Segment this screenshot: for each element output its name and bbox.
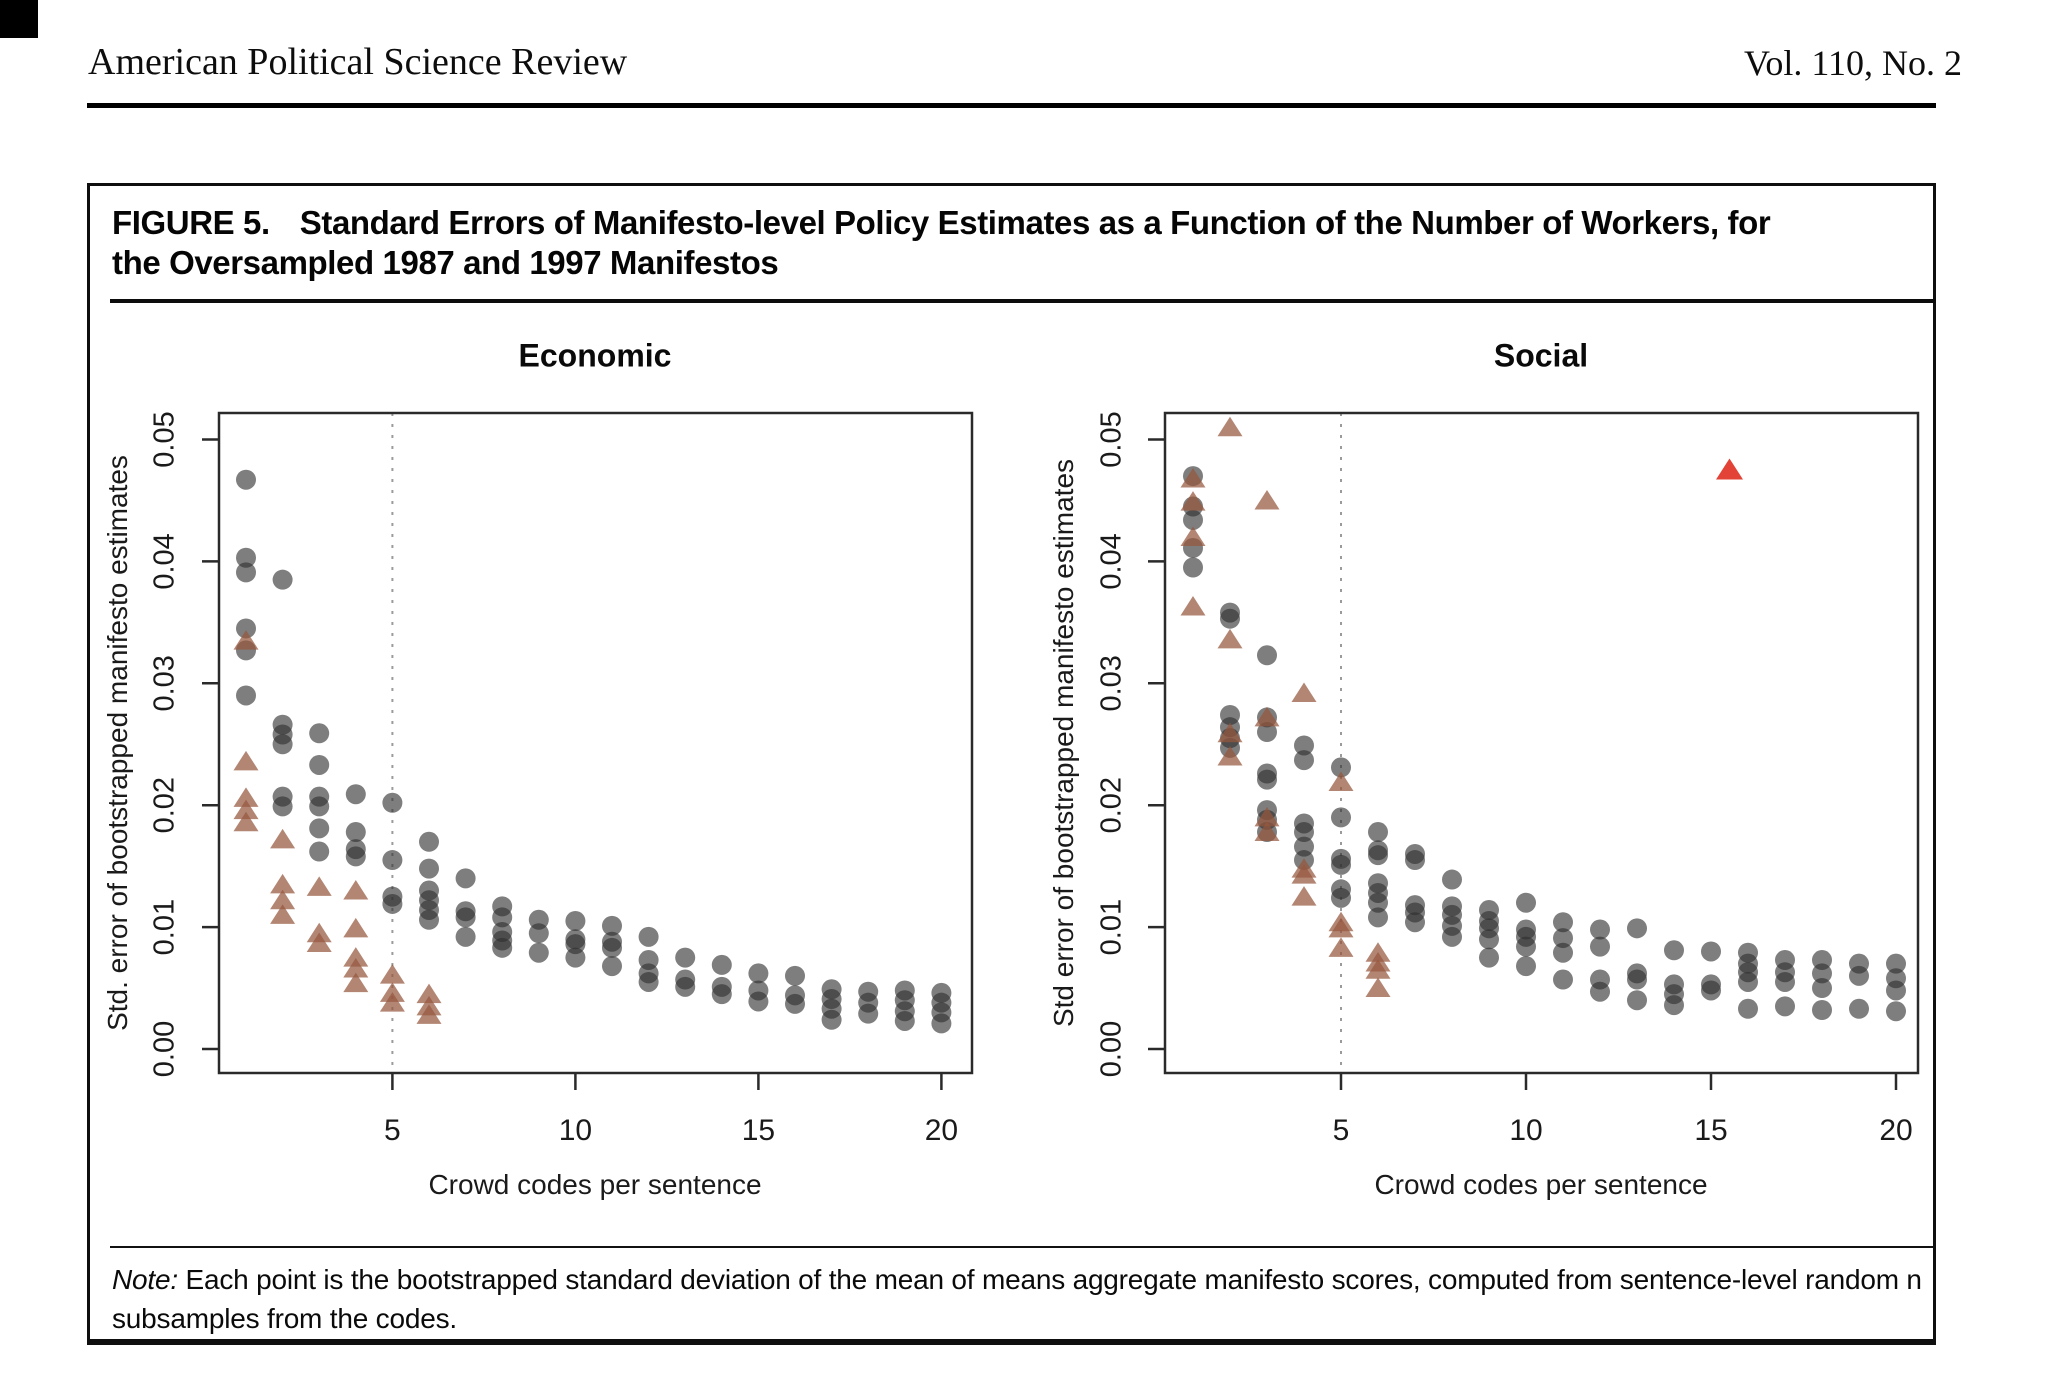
data-point-triangle <box>234 751 259 771</box>
y-tick-label: 0.01 <box>148 898 181 956</box>
data-point-circle <box>1849 966 1869 986</box>
data-point-circle <box>382 793 402 813</box>
y-tick-label: 0.00 <box>1095 1020 1128 1078</box>
data-point-circle <box>456 907 476 927</box>
data-point-circle <box>785 994 805 1014</box>
data-point-circle <box>639 972 659 992</box>
plot-box <box>1165 413 1918 1073</box>
data-point-circle <box>1590 982 1610 1002</box>
data-point-circle <box>456 868 476 888</box>
data-point-circle <box>1294 750 1314 770</box>
note-text: Each point is the bootstrapped standard deviation of the mean of means aggregate manifesto scores, computed from sentence-level random n subsamples from the codes. <box>112 1264 1922 1334</box>
data-point-triangle <box>307 876 332 896</box>
data-point-triangle <box>307 932 332 952</box>
data-point-circle <box>273 734 293 754</box>
x-axis-label-social: Crowd codes per sentence <box>1374 1169 1708 1200</box>
panel-title-social: Social <box>1493 337 1589 374</box>
data-point-circle <box>346 784 366 804</box>
data-point-circle <box>785 966 805 986</box>
data-point-circle <box>1183 557 1203 577</box>
x-tick-label: 10 <box>1509 1114 1543 1147</box>
data-point-circle <box>565 911 585 931</box>
data-point-circle <box>1775 996 1795 1016</box>
data-point-triangle <box>1181 491 1206 511</box>
data-point-circle <box>1516 956 1536 976</box>
data-point-circle <box>309 796 329 816</box>
data-point-circle <box>858 1004 878 1024</box>
y-tick-label: 0.02 <box>1095 776 1128 834</box>
y-tick-label: 0.02 <box>148 776 181 834</box>
data-point-circle <box>1664 995 1684 1015</box>
data-point-circle <box>1516 937 1536 957</box>
data-point-circle <box>1368 822 1388 842</box>
x-tick-label: 15 <box>1694 1114 1728 1147</box>
data-point-triangle <box>1255 490 1280 510</box>
data-point-circle <box>309 723 329 743</box>
data-point-triangle <box>1218 417 1243 437</box>
data-point-circle <box>382 850 402 870</box>
data-point-circle <box>602 938 622 958</box>
data-point-circle <box>1886 1001 1906 1021</box>
y-tick-label: 0.05 <box>1095 411 1128 468</box>
y-tick-label: 0.04 <box>148 533 181 590</box>
note-rule <box>110 1246 1936 1248</box>
data-point-circle <box>1664 940 1684 960</box>
data-point-triangle <box>343 918 368 938</box>
volume-label: Vol. 110, No. 2 <box>1743 43 1962 83</box>
x-tick-label: 10 <box>558 1114 593 1147</box>
data-point-circle <box>346 822 366 842</box>
data-point-circle <box>1775 972 1795 992</box>
data-point-circle <box>1405 912 1425 932</box>
data-point-triangle <box>1292 683 1317 703</box>
data-point-circle <box>419 832 439 852</box>
data-point-triangle <box>343 880 368 900</box>
data-point-circle <box>236 562 256 582</box>
data-point-circle <box>712 955 732 975</box>
data-point-circle <box>1701 980 1721 1000</box>
data-point-circle <box>236 470 256 490</box>
data-point-triangle <box>380 964 405 984</box>
y-tick-label: 0.05 <box>148 411 181 468</box>
data-point-circle <box>639 927 659 947</box>
data-point-circle <box>1331 888 1351 908</box>
data-point-circle <box>1812 1000 1832 1020</box>
data-point-circle <box>675 977 695 997</box>
data-point-circle <box>273 796 293 816</box>
figure-caption-label: FIGURE 5. <box>112 204 270 241</box>
data-point-circle <box>1738 972 1758 992</box>
data-point-red-triangle <box>1716 458 1743 479</box>
x-tick-label: 20 <box>924 1114 959 1147</box>
data-point-circle <box>822 1010 842 1030</box>
data-point-triangle <box>1329 937 1354 957</box>
data-point-circle <box>1331 855 1351 875</box>
data-point-circle <box>1442 927 1462 947</box>
data-point-circle <box>309 842 329 862</box>
data-point-circle <box>236 685 256 705</box>
data-point-circle <box>1368 907 1388 927</box>
data-point-triangle <box>1218 629 1243 649</box>
data-point-circle <box>309 755 329 775</box>
figure-note <box>112 1261 1924 1338</box>
data-point-circle <box>602 956 622 976</box>
data-point-circle <box>1479 929 1499 949</box>
data-point-circle <box>419 859 439 879</box>
data-point-circle <box>1442 870 1462 890</box>
data-point-circle <box>1516 893 1536 913</box>
data-point-circle <box>1701 941 1721 961</box>
journal-title: American Political Science Review <box>88 41 628 83</box>
x-tick-label: 5 <box>1332 1114 1350 1147</box>
y-axis-label-social: Std error of bootstrapped manifesto estimates <box>1048 458 1079 1028</box>
figure-caption-title: Standard Errors of Manifesto-level Policy Estimates as a Function of the Number of Workers, for the Oversampled 1987 and 1997 Manifestos <box>112 204 1771 281</box>
y-tick-label: 0.03 <box>148 655 181 712</box>
data-point-triangle <box>380 992 405 1012</box>
data-point-circle <box>712 984 732 1004</box>
plot-box <box>219 413 972 1073</box>
data-point-circle <box>565 948 585 968</box>
data-point-circle <box>1738 999 1758 1019</box>
data-point-circle <box>931 1013 951 1033</box>
data-point-circle <box>748 991 768 1011</box>
x-tick-label: 5 <box>384 1114 401 1147</box>
data-point-circle <box>529 943 549 963</box>
data-point-circle <box>346 846 366 866</box>
data-point-circle <box>1553 970 1573 990</box>
data-point-triangle <box>1366 978 1391 998</box>
data-point-circle <box>1812 978 1832 998</box>
data-point-circle <box>1849 999 1869 1019</box>
data-point-circle <box>529 923 549 943</box>
data-point-triangle <box>1181 596 1206 616</box>
data-point-circle <box>419 910 439 930</box>
data-point-triangle <box>1329 772 1354 792</box>
panel-title-economic: Economic <box>518 337 672 374</box>
data-point-triangle <box>270 829 295 849</box>
y-tick-label: 0.00 <box>148 1020 181 1078</box>
data-point-circle <box>273 570 293 590</box>
data-point-circle <box>675 948 695 968</box>
data-point-circle <box>309 818 329 838</box>
data-point-circle <box>1886 980 1906 1000</box>
data-point-circle <box>1368 845 1388 865</box>
x-tick-label: 15 <box>741 1114 776 1147</box>
data-point-circle <box>895 1011 915 1031</box>
data-point-circle <box>1590 920 1610 940</box>
data-point-circle <box>382 894 402 914</box>
data-point-circle <box>1331 807 1351 827</box>
data-point-circle <box>1405 850 1425 870</box>
data-point-circle <box>1590 937 1610 957</box>
y-tick-label: 0.04 <box>1095 533 1128 590</box>
y-axis-label-economic: Std. error of bootstrapped manifesto estimates <box>102 455 133 1031</box>
data-point-circle <box>1627 990 1647 1010</box>
data-point-circle <box>492 938 512 958</box>
y-tick-label: 0.03 <box>1095 655 1128 712</box>
data-point-circle <box>748 963 768 983</box>
data-point-triangle <box>1181 527 1206 547</box>
data-point-circle <box>456 927 476 947</box>
x-tick-label: 20 <box>1879 1114 1913 1147</box>
data-point-circle <box>1553 943 1573 963</box>
data-point-triangle <box>1292 886 1317 906</box>
data-point-circle <box>1220 609 1240 629</box>
data-point-circle <box>1627 970 1647 990</box>
data-point-circle <box>1257 770 1277 790</box>
data-point-circle <box>1479 948 1499 968</box>
x-axis-label-economic: Crowd codes per sentence <box>428 1169 762 1200</box>
data-point-circle <box>1257 645 1277 665</box>
note-label: Note: <box>112 1264 178 1295</box>
data-point-circle <box>1627 918 1647 938</box>
y-tick-label: 0.01 <box>1095 898 1128 956</box>
